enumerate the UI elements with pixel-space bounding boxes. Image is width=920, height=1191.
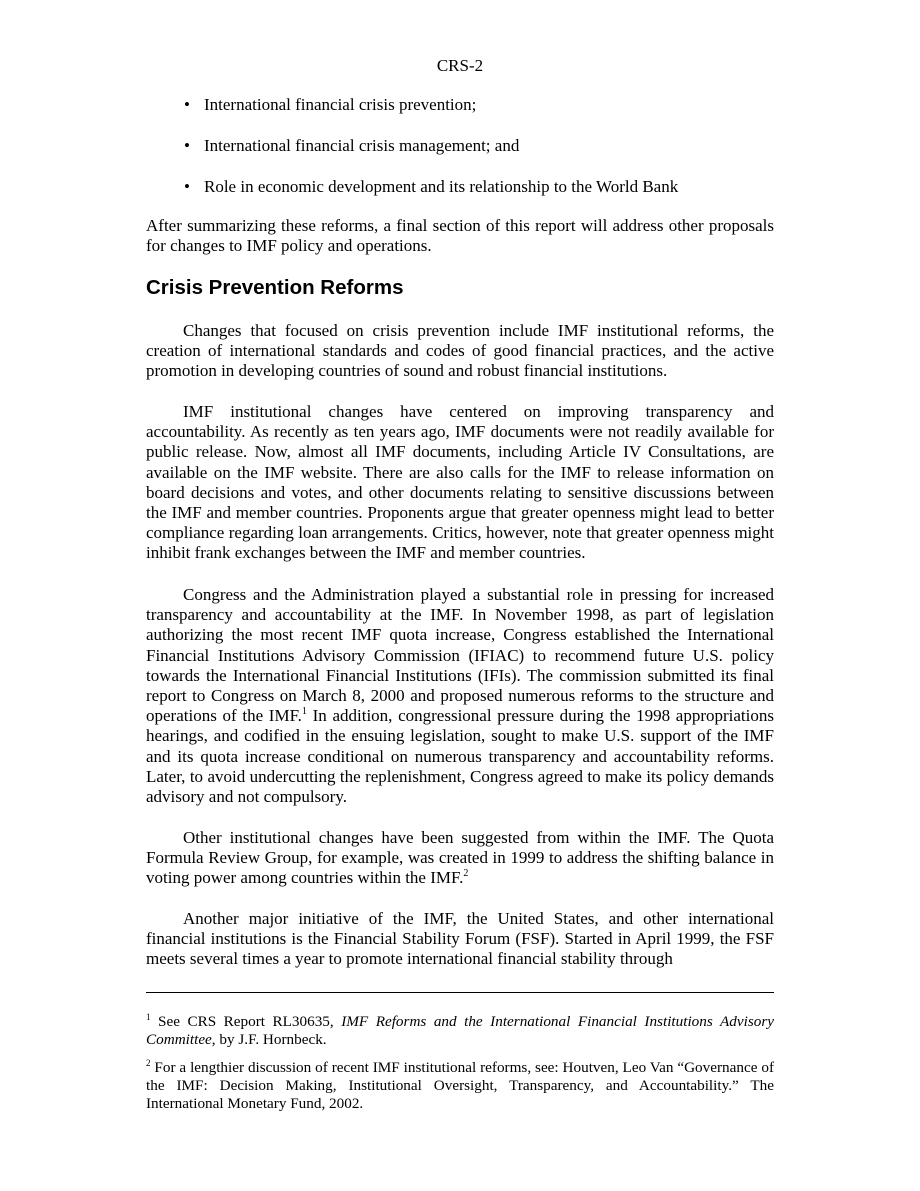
paragraph-block-3 xyxy=(146,585,774,807)
paragraph-other-changes xyxy=(146,828,774,889)
paragraph-block-5 xyxy=(146,909,774,970)
footnote-ref-2[interactable]: 2 xyxy=(463,868,469,880)
bullet-text: International financial crisis prevention; xyxy=(204,95,477,114)
paragraph-block-1 xyxy=(146,321,774,382)
section-heading: Crisis Prevention Reforms xyxy=(146,276,404,299)
footnote-ref-1[interactable]: 1 xyxy=(301,706,307,718)
footnote-text: For a lengthier discussion of recent IMF institutional reforms, see: Houtven, Leo Van “Governance of the IMF: Decision Making, Institutional Oversight, Transparency, and Accountability.” The International Monetary Fund, 2002. xyxy=(146,1059,774,1113)
bullet-marker: • xyxy=(184,177,190,196)
footnote-2 xyxy=(146,1059,774,1114)
footnote-marker: 2 xyxy=(146,1058,151,1068)
intro-paragraph: After summarizing these reforms, a final section of this report will address other proposals for changes to IMF policy and operations. xyxy=(146,216,774,256)
bullet-text: International financial crisis management; and xyxy=(204,136,520,155)
paragraph-crisis-prevention: Changes that focused on crisis prevention include IMF institutional reforms, the creation of international standards and codes of good financial practices, and the active promotion in developing countries of sound and robust financial institutions. xyxy=(146,321,774,381)
list-item xyxy=(146,136,774,156)
paragraph-text: Congress and the Administration played a substantial role in pressing for increased transparency and accountability at the IMF. In November 1998, as part of legislation authorizing the most recent IMF quota increase, Congress established the International Financial Institutions Advisory Commission (IFIAC) to recommend future U.S. policy towards the International Financial Institutions (IFIs). The commission submitted its final report to Congress on March 8, 2000 and proposed numerous reforms to the structure and operations of the IMF. xyxy=(146,585,774,726)
footnote-divider xyxy=(146,992,774,993)
bullet-marker: • xyxy=(184,136,190,155)
bullet-marker: • xyxy=(184,95,190,114)
list-item xyxy=(146,177,774,197)
footnote-text: See CRS Report RL30635, xyxy=(150,1013,342,1030)
footnote-text: by J.F. Hornbeck. xyxy=(215,1031,327,1049)
intro-block xyxy=(146,216,774,256)
paragraph-text: In addition, congressional pressure during the 1998 appropriations hearings, and codified in the ensuing legislation, sought to make U.S. support of the IMF and its quota increase conditional on numerous transparency and accountability reforms. Later, to avoid undercutting the replenishment, Congress agreed to make its policy demands advisory and not compulsory. xyxy=(146,706,774,807)
footnote-title: IMF Reforms and the International Financial Institutions Advisory Committee, xyxy=(146,1013,774,1049)
bullet-list xyxy=(146,95,774,218)
paragraph-text: Other institutional changes have been suggested from within the IMF. The Quota Formula Review Group, for example, was created in 1999 to address the shifting balance in voting power among countries within the IMF. xyxy=(146,828,774,888)
list-item xyxy=(146,95,774,115)
paragraph-fsf: Another major initiative of the IMF, the United States, and other international financial institutions is the Financial Stability Forum (FSF). Started in April 1999, the FSF meets several times a year to promote international financial stability through xyxy=(146,909,774,969)
paragraph-block-4 xyxy=(146,828,774,889)
paragraph-institutional-changes: IMF institutional changes have centered on improving transparency and accountability. As recently as ten years ago, IMF documents were not readily available for public release. Now, almost all IMF documents, including Article IV Consultations, are available on the IMF website. There are also calls for the IMF to release information on board decisions and votes, and other documents relating to sensitive discussions between the IMF and member countries. Proponents argue that greater openness might lead to better compliance regarding loan arrangements. Critics, however, note that greater openness might inhibit frank exchanges between the IMF and member countries. xyxy=(146,402,774,563)
footnote-marker: 1 xyxy=(146,1012,151,1022)
bullet-text: Role in economic development and its relationship to the World Bank xyxy=(204,177,679,196)
paragraph-block-2 xyxy=(146,402,774,564)
paragraph-congress xyxy=(146,585,774,807)
footnote-1 xyxy=(146,1013,774,1049)
page-number: CRS-2 xyxy=(436,56,484,75)
